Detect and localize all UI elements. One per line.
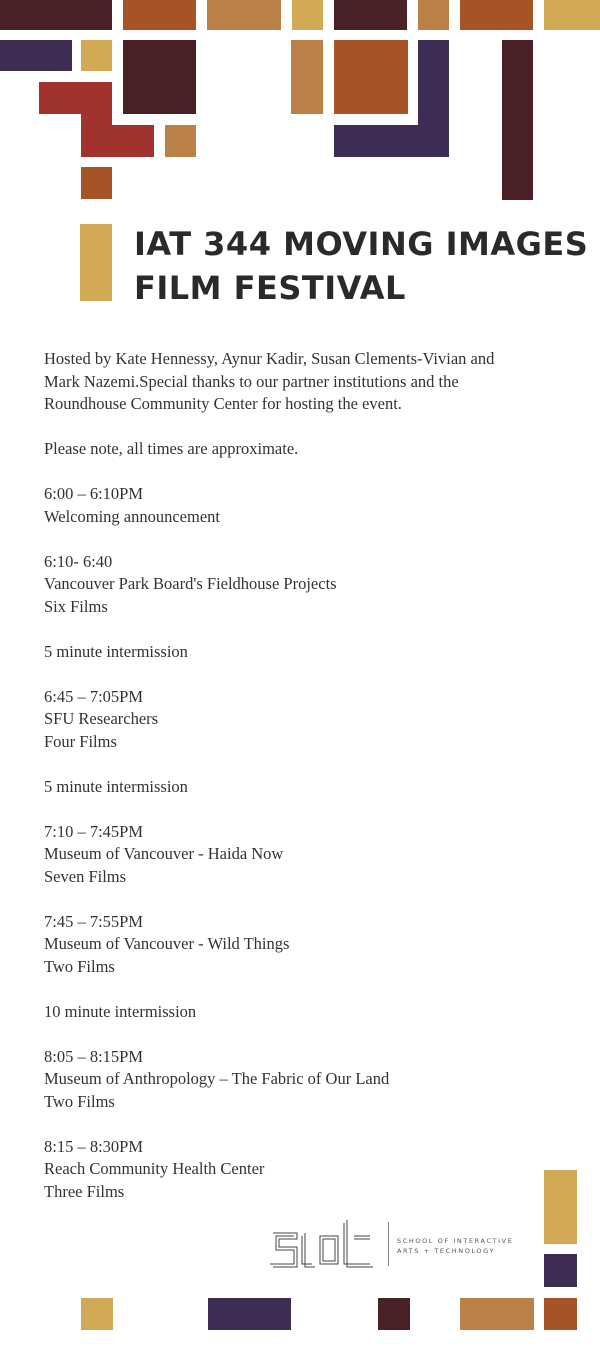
schedule-time: 6:00 – 6:10PM [44,484,144,503]
deco-block [123,0,196,30]
deco-block [39,82,112,114]
deco-block [291,40,323,114]
schedule-films: Six Films [44,596,108,616]
schedule-item [44,911,584,979]
school-name-line: SCHOOL OF INTERACTIVE [397,1237,514,1245]
deco-block [378,1298,410,1330]
schedule-title: Welcoming announcement [44,506,220,526]
school-name [397,1236,513,1256]
deco-block [460,1298,534,1330]
schedule-title: Reach Community Health Center [44,1159,265,1178]
schedule-films: Two Films [44,1091,115,1111]
schedule-item [44,1046,584,1114]
deco-block [334,0,407,30]
schedule-title: Museum of Anthropology – The Fabric of Our Land [44,1069,390,1088]
school-name-line: ARTS + TECHNOLOGY [397,1247,496,1255]
schedule-time: 8:05 – 8:15PM [44,1046,144,1066]
logo-divider [388,1222,389,1266]
deco-block [81,40,112,71]
page-title [134,222,594,310]
title-line: IAT 344 MOVING IMAGES [134,225,589,263]
schedule-item [44,483,584,528]
schedule-title: Museum of Vancouver - Wild Things [44,934,290,953]
deco-block [165,125,196,157]
schedule-time: 6:10- 6:40 [44,551,113,571]
program-content [44,348,584,1203]
schedule-time: 7:45 – 7:55PM [44,911,144,931]
deco-block [0,0,112,30]
schedule-item [44,821,584,889]
deco-block [544,1298,577,1330]
schedule-title: Museum of Vancouver - Haida Now [44,844,284,863]
deco-block [112,125,154,157]
deco-block [123,40,196,114]
schedule-item [44,686,584,754]
title-line: FILM FESTIVAL [134,269,406,307]
time-note: Please note, all times are approximate. [44,439,299,458]
deco-block [81,114,112,157]
siat-logo [268,1220,384,1268]
schedule-title: Vancouver Park Board's Fieldhouse Projects [44,574,337,593]
deco-block [0,40,72,71]
schedule-time: 8:15 – 8:30PM [44,1136,144,1156]
deco-block [292,0,323,30]
deco-block [460,0,533,30]
deco-block [208,1298,291,1330]
schedule-films: Three Films [44,1181,125,1201]
schedule-films: Four Films [44,731,117,751]
deco-block [334,40,408,114]
deco-block [418,0,449,30]
intermission: 5 minute intermission [44,641,188,661]
deco-block [334,125,418,157]
deco-block [544,0,600,30]
schedule-time: 6:45 – 7:05PM [44,686,144,706]
schedule-films: Two Films [44,956,115,976]
deco-block [544,1254,577,1287]
deco-block [81,167,112,199]
deco-block [207,0,281,30]
deco-block [502,40,533,200]
deco-block [544,1170,577,1244]
hosts-paragraph: Hosted by Kate Hennessy, Aynur Kadir, Susan Clements-Vivian and Mark Nazemi.Special thanks to our partner institutions and the Roundhouse Community Center for hosting the event. [44,349,495,413]
schedule-item [44,551,584,619]
intermission: 10 minute intermission [44,1001,197,1021]
title-accent-bar [80,224,112,301]
deco-block [418,40,449,157]
intermission: 5 minute intermission [44,776,188,796]
schedule-title: SFU Researchers [44,709,159,728]
schedule-films: Seven Films [44,866,127,886]
schedule-item [44,1136,584,1204]
schedule-time: 7:10 – 7:45PM [44,821,144,841]
deco-block [81,1298,113,1330]
